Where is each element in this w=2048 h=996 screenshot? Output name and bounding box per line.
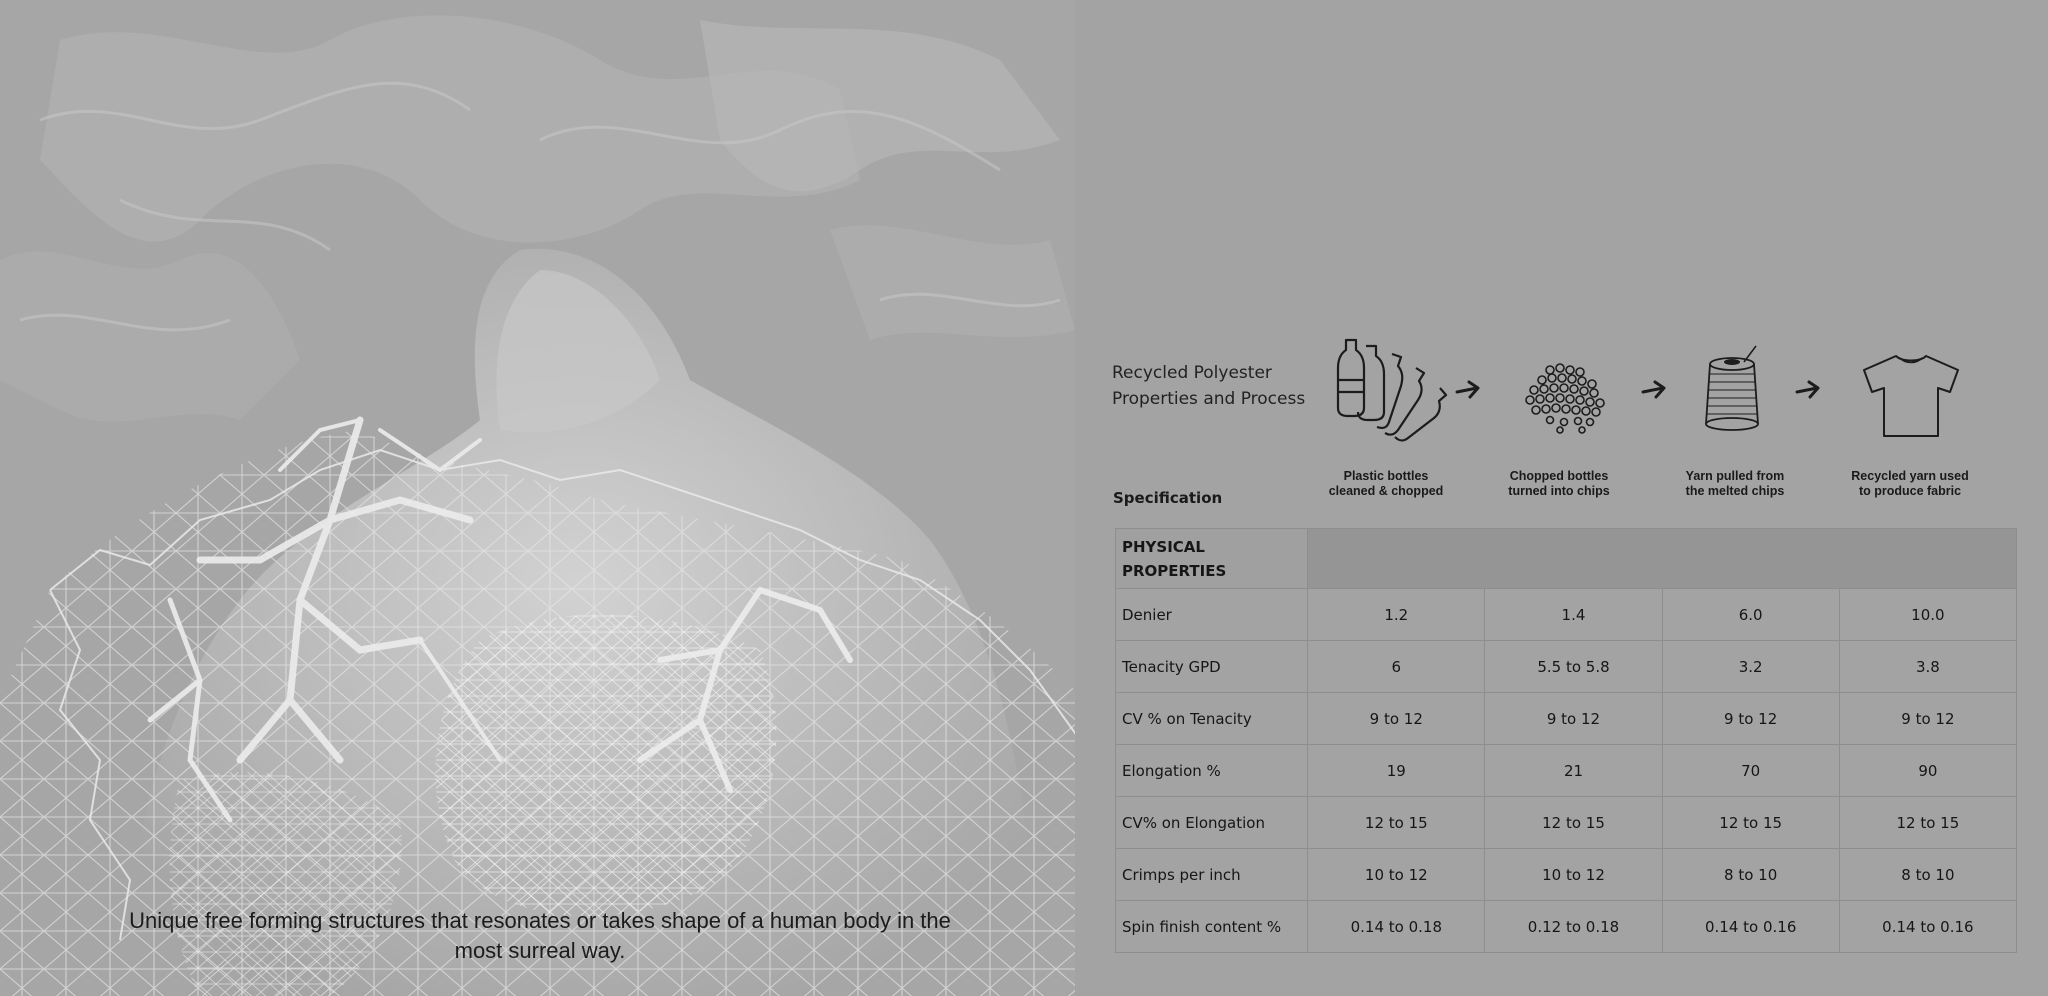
title-line-1: Recycled Polyester bbox=[1112, 363, 1272, 383]
table-cell: 1.4 bbox=[1485, 589, 1662, 641]
tshirt-icon bbox=[1862, 352, 1962, 438]
process-step-1 bbox=[1291, 469, 1481, 499]
yarn-spool-icon bbox=[1700, 344, 1772, 434]
process-step-3 bbox=[1640, 469, 1830, 499]
table-cell: 9 to 12 bbox=[1662, 693, 1839, 745]
table-cell: 8 to 10 bbox=[1662, 849, 1839, 901]
title-line-2: Properties and Process bbox=[1112, 389, 1306, 409]
table-cell: 12 to 15 bbox=[1662, 797, 1839, 849]
arrow-right-icon bbox=[1795, 380, 1821, 400]
process-step-1-line-1: Plastic bottles bbox=[1343, 469, 1429, 483]
process-step-1-line-2: cleaned & chopped bbox=[1328, 484, 1444, 498]
table-cell: 70 bbox=[1662, 745, 1839, 797]
table-cell: 19 bbox=[1308, 745, 1485, 797]
table-cell: 6 bbox=[1308, 641, 1485, 693]
table-row bbox=[1116, 589, 2017, 641]
table-cell: 5.5 to 5.8 bbox=[1485, 641, 1662, 693]
spec-table bbox=[1115, 528, 2017, 953]
table-cell: 3.2 bbox=[1662, 641, 1839, 693]
table-cell: 12 to 15 bbox=[1485, 797, 1662, 849]
table-cell: 10 to 12 bbox=[1308, 849, 1485, 901]
table-row bbox=[1116, 797, 2017, 849]
table-cell: 6.0 bbox=[1662, 589, 1839, 641]
row-label: Elongation % bbox=[1116, 745, 1308, 797]
table-row bbox=[1116, 641, 2017, 693]
table-cell: 90 bbox=[1839, 745, 2016, 797]
table-cell: 0.14 to 0.18 bbox=[1308, 901, 1485, 953]
table-row bbox=[1116, 849, 2017, 901]
row-label: Spin finish content % bbox=[1116, 901, 1308, 953]
process-step-4-line-2: to produce fabric bbox=[1858, 484, 1962, 498]
row-label: Crimps per inch bbox=[1116, 849, 1308, 901]
chips-icon bbox=[1520, 360, 1612, 436]
arrow-right-icon bbox=[1641, 380, 1667, 400]
table-row bbox=[1116, 745, 2017, 797]
table-cell: 12 to 15 bbox=[1308, 797, 1485, 849]
table-row bbox=[1116, 693, 2017, 745]
process-step-3-line-1: Yarn pulled from bbox=[1685, 469, 1785, 483]
table-cell: 0.12 to 0.18 bbox=[1485, 901, 1662, 953]
table-cell: 8 to 10 bbox=[1839, 849, 2016, 901]
table-cell: 10 to 12 bbox=[1485, 849, 1662, 901]
table-cell: 3.8 bbox=[1839, 641, 2016, 693]
table-row bbox=[1116, 901, 2017, 953]
process-step-2 bbox=[1464, 469, 1654, 499]
plastic-bottles-icon bbox=[1336, 330, 1454, 442]
table-cell: 10.0 bbox=[1839, 589, 2016, 641]
artwork-caption: Unique free forming structures that resonates or takes shape of a human body in the most surreal way. bbox=[129, 908, 951, 963]
row-label: CV % on Tenacity bbox=[1116, 693, 1308, 745]
table-cell: 1.2 bbox=[1308, 589, 1485, 641]
section-title bbox=[1116, 529, 1308, 589]
row-label: CV% on Elongation bbox=[1116, 797, 1308, 849]
table-cell: 0.14 to 0.16 bbox=[1839, 901, 2016, 953]
table-cell: 0.14 to 0.16 bbox=[1662, 901, 1839, 953]
section-title-line-1: PHYSICAL bbox=[1122, 537, 1205, 556]
table-cell: 9 to 12 bbox=[1839, 693, 2016, 745]
section-header-row bbox=[1116, 529, 2017, 589]
process-step-2-line-2: turned into chips bbox=[1508, 484, 1610, 498]
table-cell: 12 to 15 bbox=[1839, 797, 2016, 849]
table-cell: 21 bbox=[1485, 745, 1662, 797]
process-step-4 bbox=[1815, 469, 2005, 499]
process-step-3-line-2: the melted chips bbox=[1685, 484, 1785, 498]
row-label: Denier bbox=[1116, 589, 1308, 641]
specification-label: Specification bbox=[1113, 489, 1223, 507]
section-title-line-2: PROPERTIES bbox=[1122, 561, 1227, 580]
process-step-4-line-1: Recycled yarn used bbox=[1851, 469, 1969, 483]
table-cell: 9 to 12 bbox=[1485, 693, 1662, 745]
row-label: Tenacity GPD bbox=[1116, 641, 1308, 693]
process-step-2-line-1: Chopped bottles bbox=[1509, 469, 1609, 483]
section-header-fill bbox=[1308, 529, 2017, 589]
arrow-right-icon bbox=[1455, 380, 1481, 400]
page-title bbox=[1112, 360, 1305, 412]
table-cell: 9 to 12 bbox=[1308, 693, 1485, 745]
